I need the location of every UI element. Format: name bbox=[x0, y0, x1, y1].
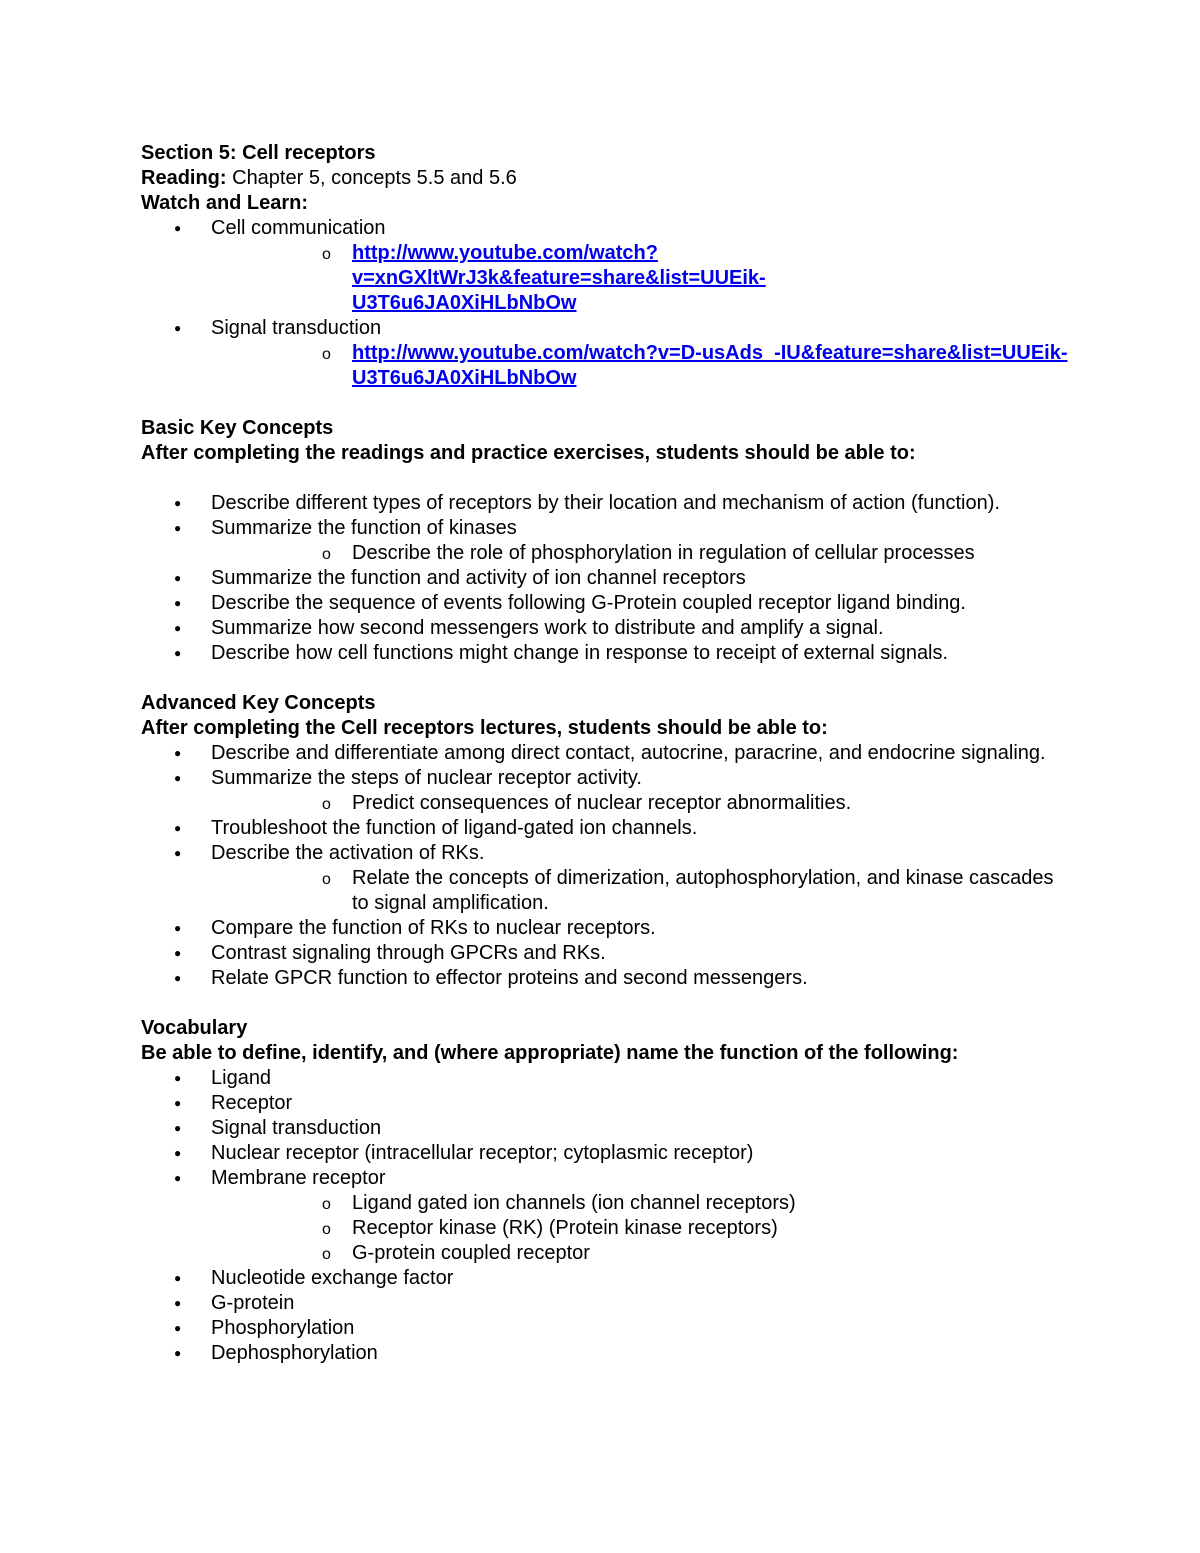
video-link-item bbox=[211, 241, 1071, 316]
list-item bbox=[141, 1116, 1071, 1141]
video-link-item bbox=[211, 341, 1071, 391]
list-item bbox=[141, 1091, 1071, 1116]
list-item-text: Receptor bbox=[211, 1092, 293, 1114]
list-item-text: Summarize how second messengers work to distribute and amplify a signal. bbox=[211, 617, 884, 639]
advanced-heading: Advanced Key Concepts bbox=[141, 692, 376, 714]
sub-list-item: o Ligand gated ion channels (ion channel receptors) bbox=[211, 1191, 1071, 1216]
reading-label: Reading: bbox=[141, 167, 227, 189]
list-item-text: Nuclear receptor (intracellular receptor; cytoplasmic receptor) bbox=[211, 1142, 754, 1164]
list-item-text: Compare the function of RKs to nuclear receptors. bbox=[211, 917, 656, 939]
list-item bbox=[141, 1166, 1071, 1266]
basic-concepts-list bbox=[141, 491, 1071, 666]
reading-text: Chapter 5, concepts 5.5 and 5.6 bbox=[226, 167, 517, 189]
list-item-text: Signal transduction bbox=[211, 1117, 382, 1139]
list-item-text: Describe the sequence of events following G-Protein coupled receptor ligand binding. bbox=[211, 592, 966, 614]
list-item bbox=[141, 966, 1071, 991]
video-link-line2[interactable]: U3T6u6JA0XiHLbNbOw bbox=[352, 292, 577, 314]
sub-list bbox=[281, 541, 1071, 566]
list-item bbox=[141, 841, 1071, 916]
video-link[interactable] bbox=[352, 341, 1071, 391]
list-item bbox=[141, 641, 1071, 666]
video-link-line2[interactable]: U3T6u6JA0XiHLbNbOw bbox=[352, 367, 577, 389]
video-topic: Cell communication bbox=[211, 217, 386, 239]
video-list bbox=[141, 216, 1071, 391]
list-item-text: Phosphorylation bbox=[211, 1317, 355, 1339]
video-topic: Signal transduction bbox=[211, 317, 382, 339]
vocab-heading: Vocabulary bbox=[141, 1017, 248, 1039]
sub-list-item: o G-protein coupled receptor bbox=[211, 1241, 1071, 1266]
list-item-text: G-protein bbox=[211, 1292, 295, 1314]
list-item bbox=[141, 1066, 1071, 1091]
sub-list bbox=[281, 1191, 1071, 1266]
video-link-line1[interactable]: o http://www.youtube.com/watch?v=D-usAds_-IU&feature=share&list=UUEik- bbox=[352, 342, 1068, 364]
sub-list-item: o Describe the role of phosphorylation in regulation of cellular processes bbox=[211, 541, 1071, 566]
list-item-text: Dephosphorylation bbox=[211, 1342, 378, 1364]
list-item-text: Troubleshoot the function of ligand-gated ion channels. bbox=[211, 817, 698, 839]
list-item bbox=[141, 816, 1071, 841]
list-item-text: Ligand bbox=[211, 1067, 272, 1089]
list-item-text: Membrane receptor bbox=[211, 1167, 386, 1189]
sub-list-item: o Relate the concepts of dimerization, autophosphorylation, and kinase cascades to signal amplification. bbox=[211, 866, 1071, 916]
list-item bbox=[141, 941, 1071, 966]
vocabulary-list bbox=[141, 1066, 1071, 1366]
sub-list bbox=[281, 866, 1071, 916]
video-link[interactable] bbox=[352, 241, 1071, 316]
list-item bbox=[141, 516, 1071, 566]
list-item bbox=[141, 1266, 1071, 1291]
list-item-text: Summarize the function and activity of ion channel receptors bbox=[211, 567, 746, 589]
list-item-text: Describe different types of receptors by their location and mechanism of action (function). bbox=[211, 492, 1000, 514]
list-item-text: Summarize the function of kinases bbox=[211, 517, 517, 539]
list-item bbox=[141, 916, 1071, 941]
video-item bbox=[141, 316, 1071, 391]
list-item-text: Nucleotide exchange factor bbox=[211, 1267, 454, 1289]
list-item bbox=[141, 1291, 1071, 1316]
list-item-text: Describe the activation of RKs. bbox=[211, 842, 485, 864]
video-link-list bbox=[281, 241, 1071, 316]
list-item bbox=[141, 616, 1071, 641]
video-item bbox=[141, 216, 1071, 316]
basic-intro: After completing the readings and practice exercises, students should be able to: bbox=[141, 442, 916, 464]
list-item-text: Describe how cell functions might change in response to receipt of external signals. bbox=[211, 642, 949, 664]
list-item bbox=[141, 766, 1071, 816]
sub-list-item: o Receptor kinase (RK) (Protein kinase receptors) bbox=[211, 1216, 1071, 1241]
advanced-intro: After completing the Cell receptors lectures, students should be able to: bbox=[141, 717, 828, 739]
list-item bbox=[141, 1316, 1071, 1341]
basic-heading: Basic Key Concepts bbox=[141, 417, 334, 439]
list-item bbox=[141, 566, 1071, 591]
section-title: Section 5: Cell receptors bbox=[141, 142, 376, 164]
list-item bbox=[141, 1341, 1071, 1366]
vocab-intro: Be able to define, identify, and (where appropriate) name the function of the following: bbox=[141, 1042, 959, 1064]
list-item bbox=[141, 591, 1071, 616]
document-page bbox=[141, 141, 1071, 1366]
list-item bbox=[141, 491, 1071, 516]
video-link-list bbox=[281, 341, 1071, 391]
sub-list-item: o Predict consequences of nuclear receptor abnormalities. bbox=[211, 791, 1071, 816]
list-item bbox=[141, 741, 1071, 766]
list-item-text: Describe and differentiate among direct contact, autocrine, paracrine, and endocrine signaling. bbox=[211, 742, 1046, 764]
list-item-text: Contrast signaling through GPCRs and RKs. bbox=[211, 942, 606, 964]
advanced-concepts-list bbox=[141, 741, 1071, 991]
list-item-text: Summarize the steps of nuclear receptor activity. bbox=[211, 767, 642, 789]
list-item bbox=[141, 1141, 1071, 1166]
watch-label: Watch and Learn: bbox=[141, 192, 309, 214]
sub-list bbox=[281, 791, 1071, 816]
video-link-line1[interactable]: o http://www.youtube.com/watch?v=xnGXltWrJ3k&feature=share&list=UUEik- bbox=[352, 242, 766, 289]
reading-line bbox=[141, 166, 1071, 191]
list-item-text: Relate GPCR function to effector proteins and second messengers. bbox=[211, 967, 808, 989]
